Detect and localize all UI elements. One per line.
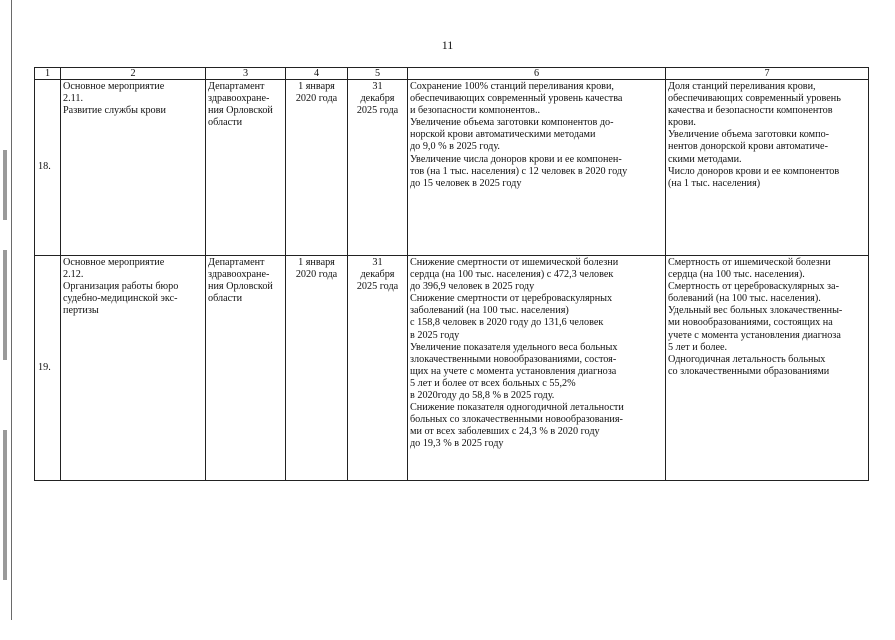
event-line: судебно-медицинской экс- (63, 293, 178, 305)
indicator-line: качества и безопасности компонентов (668, 105, 833, 117)
executor-line: области (208, 117, 243, 129)
end-date-line: декабря (360, 269, 395, 281)
result-line: заболеваний (на 100 тыс. населения) (410, 305, 569, 317)
indicator-line: Увеличение объема заготовки компо- (668, 129, 830, 141)
executor-line: Департамент (208, 81, 265, 92)
start-date-line: 1 января (298, 257, 335, 268)
indicator-line: (на 1 тыс. населения) (668, 177, 761, 189)
start-date-cell (286, 256, 348, 481)
indicator-line: Смертность от цереброваскулярных за- (668, 281, 839, 293)
start-date-line: 2020 года (295, 269, 338, 281)
indicator-cell (666, 80, 869, 256)
indicator-line: ми новообразованиями, состоящих на (668, 317, 833, 329)
result-line: Снижение смертности от цереброваскулярных (410, 293, 613, 305)
event-line: 2.12. (63, 269, 84, 281)
indicator-line: болеваний (на 100 тыс. населения). (668, 293, 821, 305)
result-line: до 396,9 человек в 2025 году (410, 281, 535, 293)
executor-line: здравоохране- (208, 269, 270, 281)
result-line: ми от всех заболевших с 24,3 % в 2020 году (410, 426, 600, 438)
scan-edge-mark (3, 150, 7, 220)
indicator-line: Число доноров крови и ее компонентов (668, 165, 840, 177)
column-header: 5 (348, 68, 408, 80)
start-date-cell (286, 80, 348, 256)
table-row (35, 80, 869, 256)
start-date-line: 1 января (298, 81, 335, 92)
row-number: 18. (35, 80, 61, 256)
indicator-line: сердца (на 100 тыс. населения). (668, 269, 805, 281)
result-line: в 2025 году (410, 329, 460, 341)
indicator-line: обеспечивающих современный уровень (668, 93, 841, 105)
end-date-line: 31 (372, 81, 383, 92)
event-line: Основное мероприятие (63, 81, 165, 92)
indicator-line: Удельный вес больных злокачественны- (668, 305, 843, 317)
result-line: Снижение смертности от ишемической болезни (410, 257, 619, 268)
result-line: 5 лет и более от всех больных с 55,2% (410, 377, 576, 389)
indicator-line: со злокачественными образованиями (668, 365, 830, 377)
executor-line: области (208, 293, 243, 305)
result-line: Увеличение объема заготовки компонентов до- (410, 117, 614, 129)
end-date-cell (348, 256, 408, 481)
scan-edge-mark (3, 250, 7, 360)
event-line: Развитие службы крови (63, 105, 166, 117)
result-cell (408, 80, 666, 256)
event-line: 2.11. (63, 93, 83, 105)
result-line: до 15 человек в 2025 году (410, 177, 522, 189)
indicator-line: Одногодичная летальность больных (668, 353, 826, 365)
event-cell (61, 256, 206, 481)
page-number: 11 (441, 38, 454, 52)
end-date-line: декабря (360, 93, 395, 105)
end-date-cell (348, 80, 408, 256)
result-line: Увеличение показателя удельного веса больных (410, 341, 618, 353)
result-line: до 19,3 % в 2025 году (410, 438, 504, 450)
result-line: Снижение показателя одногодичной летальности (410, 402, 624, 414)
scan-edge-line (11, 0, 12, 620)
result-line: норской крови автоматическими методами (410, 129, 596, 141)
column-header: 6 (408, 68, 666, 80)
column-header: 2 (61, 68, 206, 80)
row-number: 19. (35, 256, 61, 481)
event-cell (61, 80, 206, 256)
indicator-line: крови. (668, 117, 696, 129)
result-line: щих на учете с момента установления диагноза (410, 365, 617, 377)
executor-line: ния Орловской (208, 281, 273, 293)
indicator-cell (666, 256, 869, 481)
indicator-line: учете с момента установления диагноза (668, 329, 841, 341)
result-cell (408, 256, 666, 481)
scan-edge-mark (3, 430, 7, 580)
result-line: в 2020году до 58,8 % в 2025 году. (410, 390, 555, 402)
table-row (35, 256, 869, 481)
column-header: 7 (666, 68, 869, 80)
result-line: и безопасности компонентов.. (410, 105, 541, 117)
result-line: злокачественными новообразованиями, состоя- (410, 353, 617, 365)
result-line: Увеличение числа доноров крови и ее компонен- (410, 153, 622, 165)
start-date-line: 2020 года (295, 93, 338, 105)
indicator-line: скими методами. (668, 153, 742, 165)
event-line: Основное мероприятие (63, 257, 165, 268)
column-header: 3 (206, 68, 286, 80)
table-header-row (35, 68, 869, 80)
result-line: до 9,0 % в 2025 году. (410, 141, 500, 153)
indicator-line: Смертность от ишемической болезни (668, 257, 831, 268)
executor-line: ния Орловской (208, 105, 273, 117)
event-line: Организация работы бюро (63, 281, 179, 293)
end-date-line: 2025 года (356, 105, 399, 117)
event-line: пертизы (63, 305, 99, 317)
measures-table (34, 67, 869, 481)
result-line: сердца (на 100 тыс. населения) с 472,3 человек (410, 269, 614, 281)
end-date-line: 31 (372, 257, 383, 268)
column-header: 4 (286, 68, 348, 80)
indicator-line: Доля станций переливания крови, (668, 81, 816, 92)
executor-cell (206, 80, 286, 256)
result-line: обеспечивающих современный уровень качества (410, 93, 623, 105)
executor-line: Департамент (208, 257, 265, 268)
result-line: с 158,8 человек в 2020 году до 131,6 человек (410, 317, 604, 329)
executor-line: здравоохране- (208, 93, 270, 105)
executor-cell (206, 256, 286, 481)
result-line: Сохранение 100% станций переливания крови, (410, 81, 614, 92)
column-header: 1 (35, 68, 61, 80)
end-date-line: 2025 года (356, 281, 399, 293)
indicator-line: 5 лет и более. (668, 341, 728, 353)
result-line: больных со злокачественными новообразования- (410, 414, 623, 426)
indicator-line: нентов донорской крови автоматиче- (668, 141, 828, 153)
result-line: тов (на 1 тыс. населения) с 12 человек в 2020 году (410, 165, 628, 177)
